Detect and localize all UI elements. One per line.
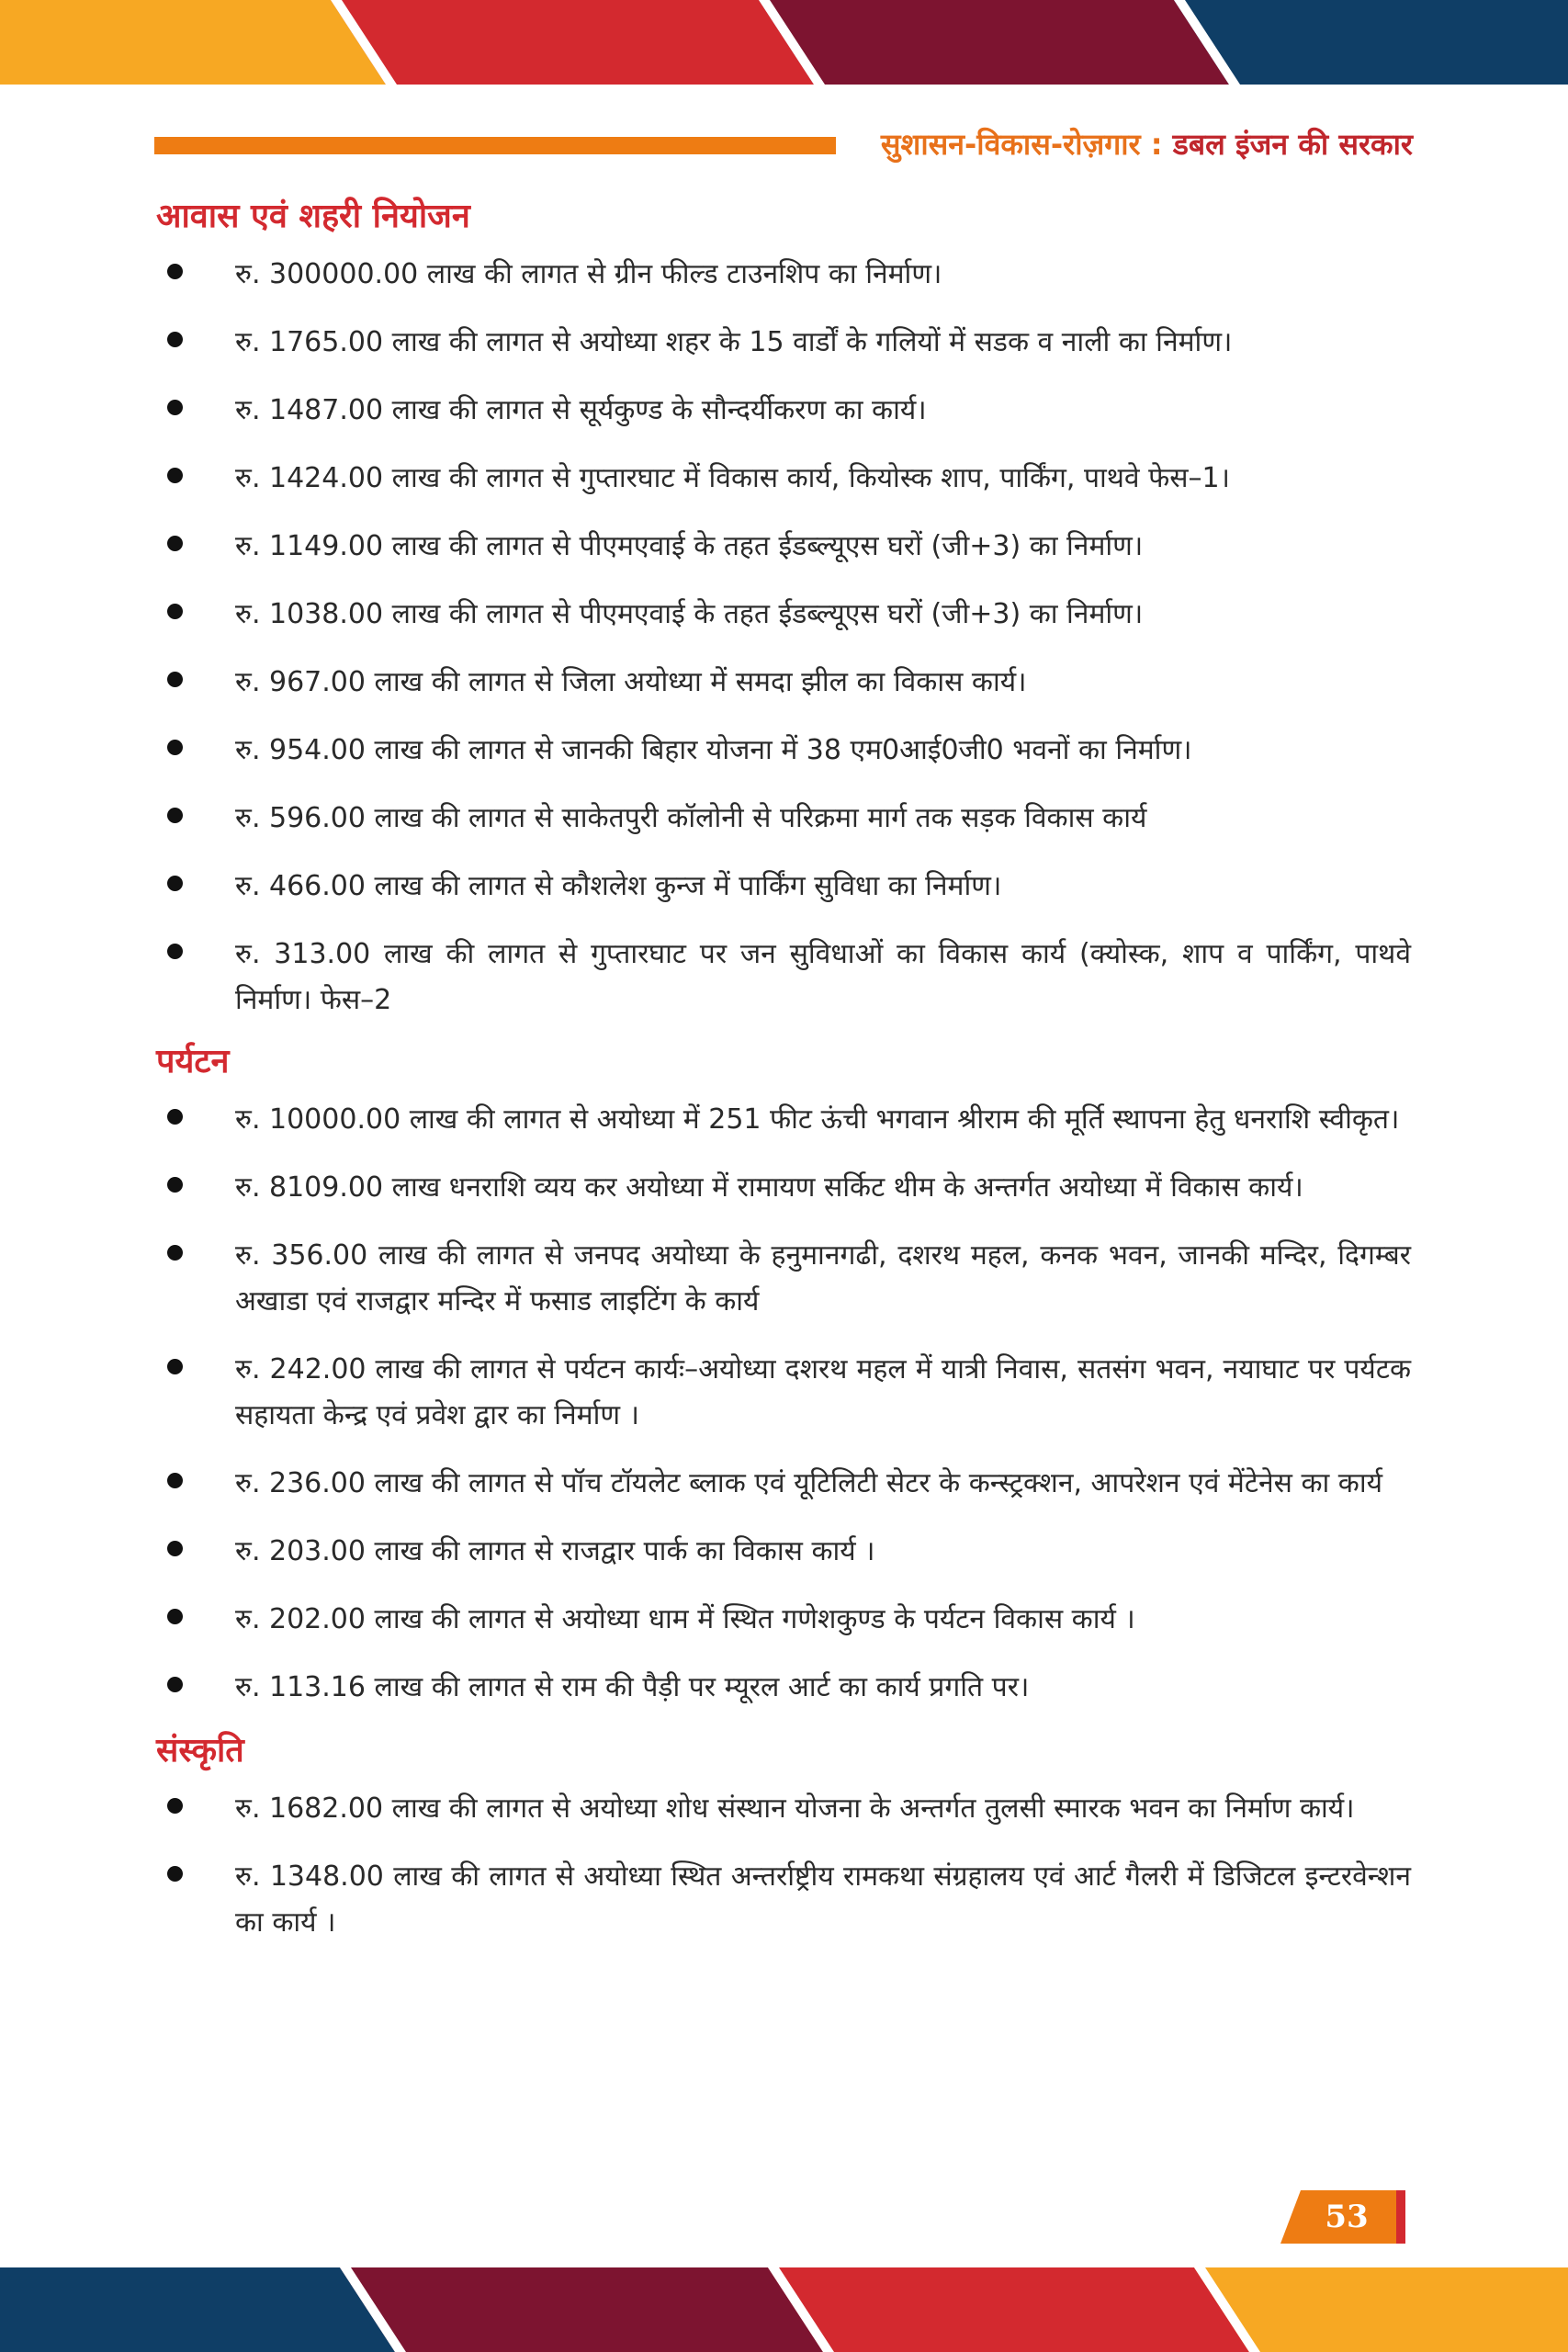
item-text: रु. 1424.00 लाख की लागत से गुप्तारघाट में विकास कार्य, कियोस्क शाप, पार्किंग, पाथवे फेस–1। [235,462,1231,494]
item-text: रु. 1487.00 लाख की लागत से सूर्यकुण्ड के सौन्दर्यीकरण का कार्य। [235,394,927,426]
bullet-icon [167,1541,183,1556]
list-item [156,728,1411,774]
item-text: रु. 1765.00 लाख की लागत से अयोध्या शहर के 15 वार्डों के गलियों में सडक व नाली का निर्माण। [235,326,1233,358]
item-text: रु. 1038.00 लाख की लागत से पीएमएवाई के तहत ईडब्ल्यूएस घरों (जी+3) का निर्माण। [235,598,1144,630]
item-text: रु. 1149.00 लाख की लागत से पीएमएवाई के तहत ईडब्ल्यूएस घरों (जी+3) का निर्माण। [235,530,1144,562]
item-text: रु. 300000.00 लाख की लागत से ग्रीन फील्ड टाउनशिप का निर्माण। [235,258,942,290]
list-item [156,1854,1411,1946]
item-text: रु. 313.00 लाख की लागत से गुप्तारघाट पर जन सुविधाओं का विकास कार्य (क्योस्क, शाप व पार्किंग, पाथवे निर्माण। फेस–2 [235,938,1411,1016]
bullet-icon [167,332,183,347]
item-text: रु. 954.00 लाख की लागत से जानकी बिहार योजना में 38 एम0आई0जी0 भवनों का निर्माण। [235,734,1192,766]
list-item [156,1165,1411,1211]
bullet-icon [167,1359,183,1374]
bullet-icon [167,808,183,823]
list-item [156,388,1411,434]
bullet-icon [167,604,183,619]
section-title-tourism: पर्यटन [156,1043,230,1080]
list-item [156,320,1411,366]
tourism-list [156,1097,1411,1711]
list-item [156,1233,1411,1325]
page-number-tab [1280,2190,1405,2244]
item-text: रु. 236.00 लाख की लागत से पॉच टॉयलेट ब्लाक एवं यूटिलिटी सेटर के कन्स्ट्रक्शन, आपरेशन एवं मेंटेनेस का कार्य [235,1467,1383,1499]
section-title-culture: संस्कृति [156,1732,244,1770]
list-item [156,864,1411,910]
running-head-orange: सुशासन-विकास-रोज़गार : [880,127,1173,162]
list-item [156,1529,1411,1575]
bullet-icon [167,1866,183,1882]
list-item [156,592,1411,638]
item-text: रु. 1682.00 लाख की लागत से अयोध्या शोध संस्थान योजना के अन्तर्गत तुलसी स्मारक भवन का निर्माण कार्य। [235,1792,1355,1825]
item-text: रु. 596.00 लाख की लागत से साकेतपुरी कॉलोनी से परिक्रमा मार्ग तक सड़क विकास कार्य [235,802,1147,834]
item-text: रु. 113.16 लाख की लागत से राम की पैड़ी पर म्यूरल आर्ट का कार्य प्रगति पर। [235,1671,1030,1703]
list-item [156,1597,1411,1643]
item-text: रु. 8109.00 लाख धनराशि व्यय कर अयोध्या में रामायण सर्किट थीम के अन्तर्गत अयोध्या में विकास कार्य। [235,1171,1303,1204]
bullet-icon [167,1798,183,1814]
list-item [156,1097,1411,1143]
list-item [156,252,1411,298]
bullet-icon [167,1109,183,1125]
bottom-decorative-band [0,2267,1568,2352]
item-text: रु. 203.00 लाख की लागत से राजद्वार पार्क का विकास कार्य । [235,1535,875,1567]
bullet-icon [167,1609,183,1624]
bullet-icon [167,944,183,959]
running-head-red: डबल इंजन की सरकार [1172,127,1413,162]
item-text: रु. 202.00 लाख की लागत से अयोध्या धाम में स्थित गणेशकुण्ड के पर्यटन विकास कार्य । [235,1603,1135,1635]
bullet-icon [167,536,183,551]
page-content [156,193,1411,1968]
bullet-icon [167,264,183,279]
list-item [156,796,1411,842]
bullet-icon [167,1677,183,1692]
bullet-icon [167,1245,183,1261]
list-item [156,1461,1411,1507]
list-item [156,932,1411,1023]
item-text: रु. 466.00 लाख की लागत से कौशलेश कुन्ज में पार्किंग सुविधा का निर्माण। [235,870,1002,902]
item-text: रु. 356.00 लाख की लागत से जनपद अयोध्या के हनुमानगढी, दशरथ महल, कनक भवन, जानकी मन्दिर, दिगम्बर अखाडा एवं राजद्वार मन्दिर में फसाड लाइटिंग के कार्य [235,1239,1411,1317]
bullet-icon [167,672,183,687]
list-item [156,660,1411,706]
bullet-icon [167,468,183,483]
item-text: रु. 242.00 लाख की लागत से पर्यटन कार्यः–अयोध्या दशरथ महल में यात्री निवास, सतसंग भवन, नयाघाट पर पर्यटक सहायता केन्द्र एवं प्रवेश द्वार का निर्माण । [235,1353,1411,1431]
header-rule [154,137,836,154]
list-item [156,1347,1411,1439]
bullet-icon [167,1473,183,1488]
item-text: रु. 967.00 लाख की लागत से जिला अयोध्या में समदा झील का विकास कार्य। [235,666,1027,698]
top-decorative-band [0,0,1568,85]
bullet-icon [167,1177,183,1193]
list-item [156,1786,1411,1832]
list-item [156,456,1411,502]
section-title-housing: आवास एवं शहरी नियोजन [156,198,470,235]
housing-list [156,252,1411,1023]
running-head [851,122,1413,166]
page-number: 53 [1325,2199,1369,2235]
bullet-icon [167,400,183,415]
bullet-icon [167,876,183,891]
culture-list [156,1786,1411,1946]
bullet-icon [167,740,183,755]
list-item [156,524,1411,570]
list-item [156,1665,1411,1711]
item-text: रु. 10000.00 लाख की लागत से अयोध्या में 251 फीट ऊंची भगवान श्रीराम की मूर्ति स्थापना हेतु धनराशि स्वीकृत। [235,1103,1400,1136]
item-text: रु. 1348.00 लाख की लागत से अयोध्या स्थित अन्तर्राष्ट्रीय रामकथा संग्रहालय एवं आर्ट गैलरी में डिजिटल इन्टरवेन्शन का कार्य । [235,1860,1411,1939]
